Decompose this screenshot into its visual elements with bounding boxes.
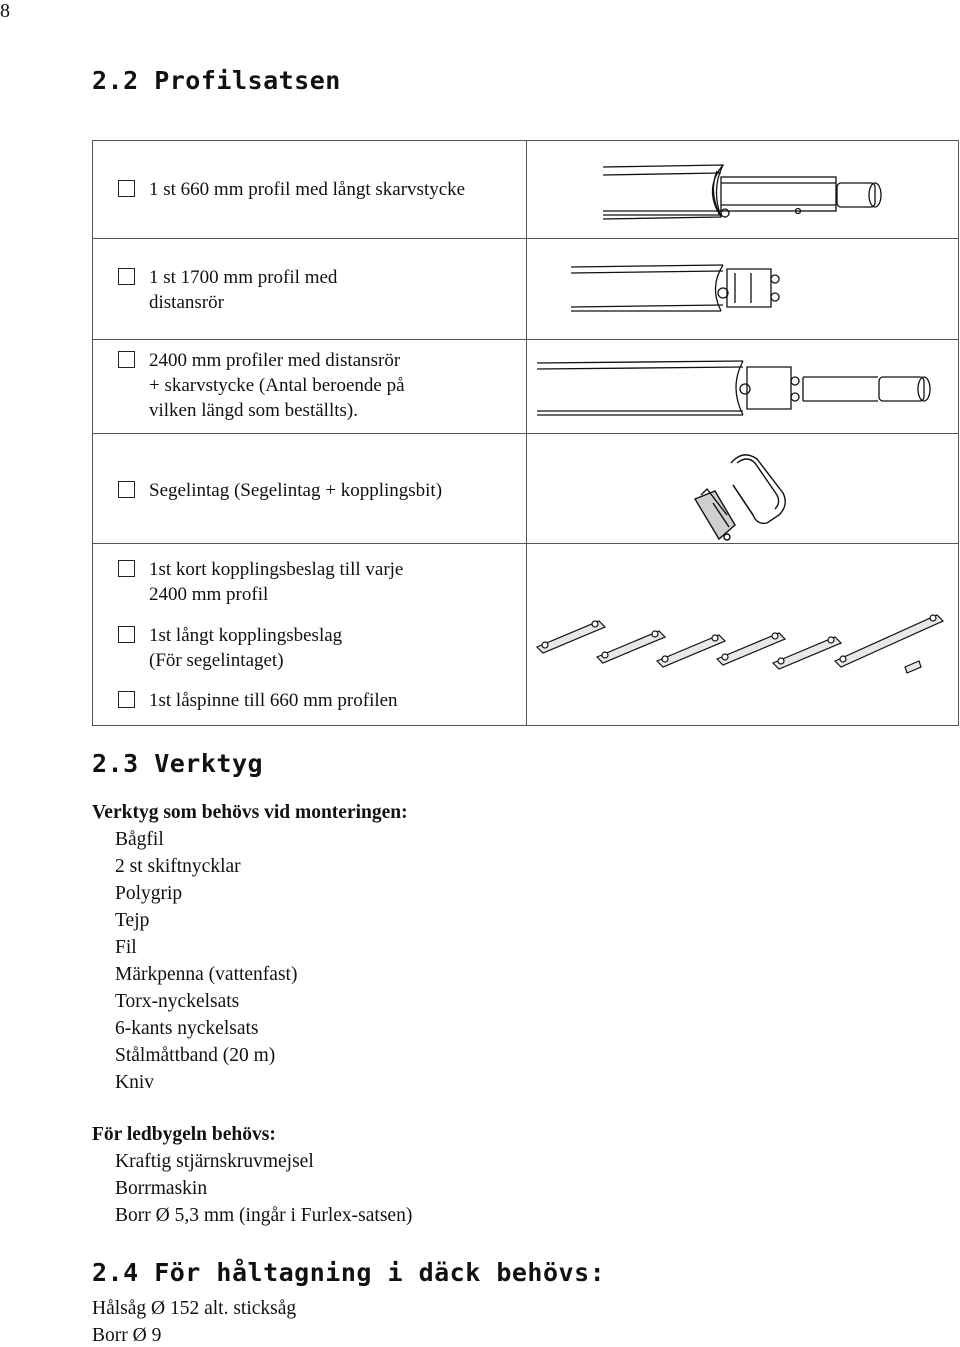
checkbox[interactable] (118, 626, 135, 643)
parts-table (92, 140, 959, 726)
item-label-line: 1 st 660 mm profil med långt skarvstycke (149, 179, 466, 200)
item-label-line: vilken längd som beställts). (149, 400, 358, 421)
parts-list-item (118, 348, 405, 423)
tool-item: Kniv (115, 1072, 154, 1093)
checkbox[interactable] (118, 268, 135, 285)
item-label-line: 2400 mm profil (149, 584, 269, 605)
tool-item: Borrmaskin (115, 1178, 208, 1199)
ledbygel-tools-list (92, 1121, 412, 1229)
tool-item: Kraftig stjärnskruvmejsel (115, 1151, 314, 1172)
item-label-line: + skarvstycke (Antal beroende på (149, 375, 405, 396)
checkbox[interactable] (118, 560, 135, 577)
tool-item: Torx-nyckelsats (115, 991, 240, 1012)
item-label-line: distansrör (149, 292, 224, 313)
parts-list-item (118, 688, 398, 713)
table-column-divider (526, 141, 527, 725)
tools-heading: Verktyg som behövs vid monteringen: (92, 802, 408, 823)
item-label-line: (För segelintaget) (149, 650, 284, 671)
tool-item: Tejp (115, 910, 150, 931)
ledbygel-heading: För ledbygeln behövs: (92, 1124, 276, 1145)
tool-item: Polygrip (115, 883, 183, 904)
checkbox[interactable] (118, 481, 135, 498)
tool-item: Stålmåttband (20 m) (115, 1045, 276, 1066)
item-label-line: 1st låspinne till 660 mm profilen (149, 690, 398, 711)
tool-item: 2 st skiftnycklar (115, 856, 241, 877)
checkbox[interactable] (118, 691, 135, 708)
section-heading-2-3: 2.3 Verktyg (92, 749, 264, 778)
deck-tool-item: Borr Ø 9 (92, 1325, 162, 1346)
section-heading-2-2: 2.2 Profilsatsen (92, 66, 341, 95)
item-label-line: 1st kort kopplingsbeslag till varje (149, 559, 404, 580)
parts-list-item (118, 478, 442, 503)
item-label-line: 1st långt kopplingsbeslag (149, 625, 343, 646)
section-heading-2-4: 2.4 För håltagning i däck behövs: (92, 1258, 606, 1287)
page-number: 8 (0, 0, 10, 22)
parts-list-item (118, 265, 337, 315)
tool-item: Fil (115, 937, 137, 958)
item-label-line: 2400 mm profiler med distansrör (149, 350, 401, 371)
connector-plates-illustration (533, 607, 958, 697)
parts-list-item (118, 177, 465, 202)
tools-list (92, 799, 408, 1096)
parts-list-item (118, 623, 342, 673)
deck-tool-item: Hålsåg Ø 152 alt. sticksåg (92, 1298, 297, 1319)
tool-item: Borr Ø 5,3 mm (ingår i Furlex-satsen) (115, 1205, 413, 1226)
tool-item: Märkpenna (vattenfast) (115, 964, 298, 985)
sail-entry-illustration (693, 443, 803, 543)
profile-660-illustration (593, 159, 893, 229)
tool-item: 6-kants nyckelsats (115, 1018, 259, 1039)
profile-2400-illustration (533, 353, 953, 423)
parts-list-item (118, 557, 403, 607)
tool-item: Bågfil (115, 829, 164, 850)
checkbox[interactable] (118, 351, 135, 368)
profile-1700-illustration (563, 259, 793, 319)
checkbox[interactable] (118, 180, 135, 197)
item-label-line: 1 st 1700 mm profil med (149, 267, 338, 288)
item-label-line: Segelintag (Segelintag + kopplingsbit) (149, 480, 443, 501)
